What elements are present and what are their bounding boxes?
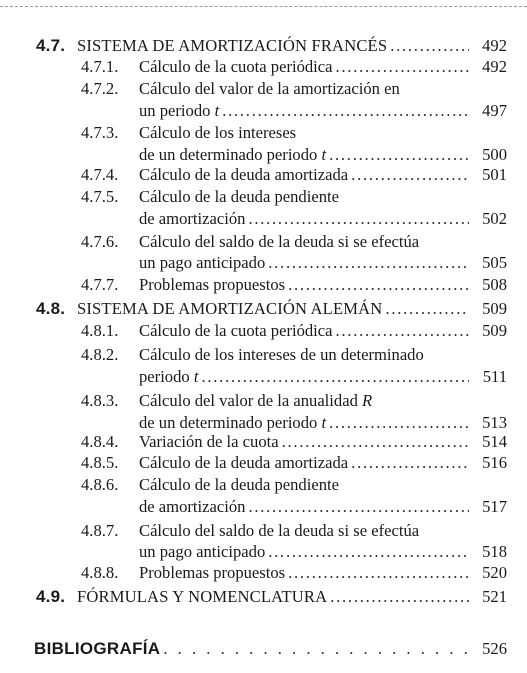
entry-title [34,637,160,661]
toc-entry-continuation[interactable] [0,99,527,123]
entry-title-text: Problemas propuestos [139,563,286,582]
entry-title [139,473,339,497]
dot-leader [163,637,469,661]
toc-entry-continuation[interactable] [0,365,527,389]
page-number: 521 [482,587,507,606]
entry-title-row [139,495,469,519]
page-number: 518 [482,542,507,561]
page-number: 492 [482,36,507,55]
toc-entry[interactable] [0,561,527,585]
page-number: 509 [482,321,507,340]
entry-title-row [139,319,469,343]
dot-leader [330,585,469,609]
entry-title [139,121,296,145]
dot-leader [222,99,469,123]
toc-entry-continuation[interactable] [0,251,527,275]
page-number: 509 [482,299,507,318]
entry-title [139,365,198,389]
toc-entry[interactable] [0,77,527,101]
entry-title-variable: t [193,367,199,386]
section-number: 4.8.2. [81,345,119,364]
toc-entry[interactable] [0,273,527,297]
entry-title-row [139,365,469,389]
toc-entry[interactable] [0,473,527,497]
toc-entry[interactable] [0,319,527,343]
entry-title [77,297,382,321]
page-number: 492 [482,57,507,76]
entry-title-text: un periodo [139,101,211,120]
entry-title-text: de amortización [139,497,246,516]
page-number: 502 [482,209,507,228]
section-number: 4.7.3. [81,123,119,142]
page-number: 511 [482,367,507,386]
dot-leader [288,561,469,585]
dot-leader [336,55,469,79]
entry-title [139,451,348,475]
section-number: 4.8.7. [81,521,119,540]
entry-title-variable: t [214,101,220,120]
dot-leader [248,207,469,231]
page-number: 514 [482,432,507,451]
entry-title-row [139,185,469,209]
entry-title-variable: t [321,145,327,164]
page-number: 500 [482,145,507,164]
entry-title-row [139,77,469,101]
toc-entry[interactable] [0,121,527,145]
section-number: 4.7.5. [81,187,119,206]
section-number: 4.7.2. [81,79,119,98]
page-number: 517 [482,497,507,516]
entry-title-text: Cálculo de la deuda pendiente [139,475,339,494]
dot-leader [248,495,469,519]
page-number: 505 [482,253,507,272]
entry-title [139,99,219,123]
entry-title-text: SISTEMA DE AMORTIZACIÓN FRANCÉS [77,36,388,55]
section-number: 4.8.5. [81,453,119,472]
toc-entry-bibliografia[interactable] [0,637,527,661]
entry-title [77,585,327,609]
section-number: 4.7. [36,36,66,55]
entry-title-text: de un determinado periodo [139,145,318,164]
section-number: 4.7.1. [81,57,119,76]
page-number: 513 [482,413,507,432]
toc-entry-continuation[interactable] [0,495,527,519]
entry-title-row [139,251,469,275]
dot-leader [336,319,469,343]
section-number: 4.8.3. [81,391,119,410]
section-number: 4.8.1. [81,321,119,340]
entry-title [139,77,400,101]
entry-title [139,561,285,585]
dot-leader [201,365,469,389]
entry-title [139,207,245,231]
entry-title-text: SISTEMA DE AMORTIZACIÓN ALEMÁN [77,299,383,318]
entry-title-row [139,451,469,475]
toc-entry[interactable] [0,55,527,79]
entry-title-text: FÓRMULAS Y NOMENCLATURA [77,587,328,606]
page-number: 497 [482,101,507,120]
entry-title-text: Cálculo de los intereses de un determinado [139,345,424,364]
toc-entry[interactable] [0,585,527,609]
entry-title-row [139,473,469,497]
entry-title-row [139,273,469,297]
entry-title [139,185,339,209]
section-number: 4.7.7. [81,275,119,294]
entry-title-row [77,297,469,321]
entry-title [139,55,333,79]
dot-leader [351,451,469,475]
entry-title-text: periodo [139,367,190,386]
toc-entry-continuation[interactable] [0,207,527,231]
entry-title-row [139,121,469,145]
section-number: 4.8.4. [81,432,119,451]
entry-title [139,251,265,275]
section-number: 4.8.8. [81,563,119,582]
entry-title-text: Cálculo del saldo de la deuda si se efectúa [139,232,420,251]
page-number: 526 [482,639,507,658]
toc-entry[interactable] [0,297,527,321]
entry-title-text: de un determinado periodo [139,413,318,432]
dot-leader [385,297,469,321]
entry-title-text: Cálculo de los intereses [139,123,297,142]
entry-title-text: Cálculo del saldo de la deuda si se efectúa [139,521,420,540]
section-number: 4.9. [36,587,66,606]
entry-title-row [139,207,469,231]
page-number: 508 [482,275,507,294]
entry-title-text: de amortización [139,209,246,228]
entry-title-text: Cálculo del valor de la amortización en [139,79,400,98]
page-number: 501 [482,165,507,184]
toc-entry[interactable] [0,343,527,367]
entry-title-variable: t [321,413,327,432]
toc-entry[interactable] [0,389,527,413]
entry-title-row [139,99,469,123]
entry-title-text: Cálculo de la cuota periódica [139,57,333,76]
entry-title-row [139,389,469,413]
entry-title-row [34,637,469,661]
entry-title-text: Cálculo de la deuda pendiente [139,187,339,206]
entry-title-text: Variación de la cuota [139,432,279,451]
entry-title [139,273,285,297]
entry-title-text: BIBLIOGRAFÍA [34,639,161,658]
entry-title-row [139,163,469,187]
dot-leader [268,251,469,275]
entry-title-text: Cálculo de la cuota periódica [139,321,333,340]
entry-title-row [139,55,469,79]
entry-title [139,343,424,367]
dot-leader [351,163,469,187]
entry-title-text: Cálculo del valor de la anualidad [139,391,358,410]
page-number: 520 [482,563,507,582]
entry-title-text: Problemas propuestos [139,275,286,294]
entry-title-text: Cálculo de la deuda amortizada [139,453,349,472]
entry-title [139,319,333,343]
section-number: 4.7.6. [81,232,119,251]
entry-title [139,495,245,519]
entry-title-row [77,585,469,609]
section-number: 4.8.6. [81,475,119,494]
toc-entry[interactable] [0,451,527,475]
page-number: 516 [482,453,507,472]
dot-leader [288,273,469,297]
toc-entry[interactable] [0,185,527,209]
entry-title-text: un pago anticipado [139,253,266,272]
entry-title [139,389,372,413]
entry-title-variable: R [362,391,373,410]
entry-title-row [139,561,469,585]
toc-entry[interactable] [0,163,527,187]
entry-title-text: Cálculo de la deuda amortizada [139,165,349,184]
entry-title-row [139,343,469,367]
entry-title-text: un pago anticipado [139,542,266,561]
entry-title [139,163,348,187]
section-number: 4.7.4. [81,165,119,184]
section-number: 4.8. [36,299,66,318]
